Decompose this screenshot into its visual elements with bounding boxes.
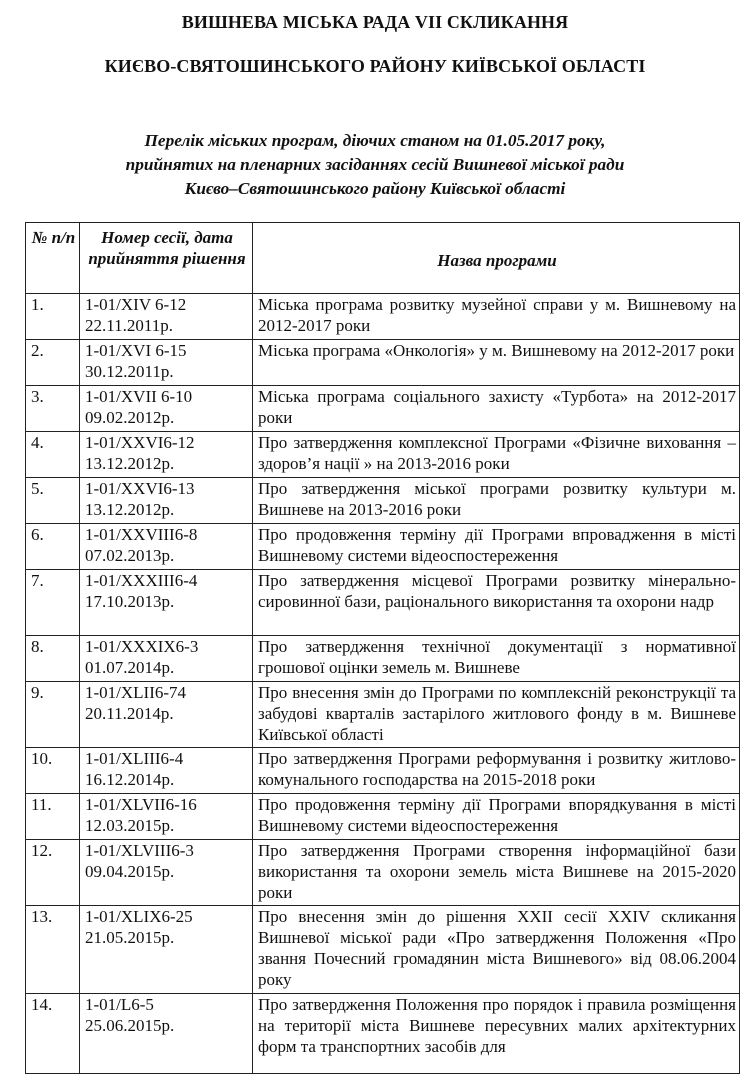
decision-date: 12.03.2015р. — [85, 816, 175, 835]
decision-date: 07.02.2013р. — [85, 546, 175, 565]
program-title: Про затвердження міської програми розвитку культури м. Вишневе на 2013-2016 роки — [253, 478, 740, 524]
decision-date: 25.06.2015р. — [85, 1016, 175, 1035]
table-row — [26, 340, 740, 386]
row-number: 5. — [26, 478, 80, 524]
table-row — [26, 906, 740, 994]
subtitle-line-2: прийнятих на пленарних засіданнях сесій Вишневої міської ради — [125, 155, 625, 174]
decision-date: 09.04.2015р. — [85, 862, 175, 881]
session-cell — [80, 570, 253, 636]
program-title: Міська програма «Онкологія» у м. Вишневому на 2012-2017 роки — [253, 340, 740, 386]
table-row — [26, 570, 740, 636]
document-subtitle — [0, 129, 750, 201]
session-cell — [80, 906, 253, 994]
table-row — [26, 682, 740, 748]
table-row — [26, 748, 740, 794]
decision-date: 21.05.2015р. — [85, 928, 175, 947]
table-row — [26, 994, 740, 1074]
row-number: 3. — [26, 386, 80, 432]
program-title: Про затвердження Положення про порядок і правила розміщення на території міста Вишневе пересувних малих архітектурних форм та транспортних засобів для — [253, 994, 740, 1074]
row-number: 7. — [26, 570, 80, 636]
session-number: 1-01/XVII 6-10 — [85, 387, 193, 406]
session-number: 1-01/XIV 6-12 — [85, 295, 187, 314]
session-cell — [80, 994, 253, 1074]
session-number: 1-01/XXVIII6-8 — [85, 525, 198, 544]
program-title: Про продовження терміну дії Програми впровадження в місті Вишневому системи відеоспостереження — [253, 524, 740, 570]
table-row — [26, 840, 740, 906]
decision-date: 13.12.2012р. — [85, 500, 175, 519]
program-title: Про внесення змін до Програми по комплексній реконструкції та забудові кварталів застарілого житлового фонду в м. Вишневе Київської області — [253, 682, 740, 748]
program-title: Про затвердження Програми створення інформаційної бази використання та охорони земель міста Вишневе на 2015-2020 роки — [253, 840, 740, 906]
session-number: 1-01/XXVI6-13 — [85, 479, 195, 498]
session-cell — [80, 478, 253, 524]
decision-date: 16.12.2014р. — [85, 770, 175, 789]
table-row — [26, 294, 740, 340]
header-num: № п/п — [26, 223, 80, 294]
table-row — [26, 636, 740, 682]
session-number: 1-01/XLIX6-25 — [85, 907, 193, 926]
row-number: 1. — [26, 294, 80, 340]
decision-date: 01.07.2014р. — [85, 658, 175, 677]
session-cell — [80, 682, 253, 748]
program-title: Міська програма соціального захисту «Турбота» на 2012-2017 роки — [253, 386, 740, 432]
session-number: 1-01/XXVI6-12 — [85, 433, 195, 452]
subtitle-line-1: Перелік міських програм, діючих станом на 01.05.2017 року, — [144, 131, 606, 150]
program-title: Про затвердження комплексної Програми «Фізичне виховання – здоров’я нації » на 2013-2016 роки — [253, 432, 740, 478]
session-cell — [80, 636, 253, 682]
decision-date: 17.10.2013р. — [85, 592, 175, 611]
table-row — [26, 794, 740, 840]
programs-table — [25, 222, 740, 1074]
session-number: 1-01/L6-5 — [85, 995, 154, 1014]
program-title: Про затвердження Програми реформування і розвитку житлово-комунального господарства на 2015-2018 роки — [253, 748, 740, 794]
council-title: ВИШНЕВА МІСЬКА РАДА VII СКЛИКАННЯ — [181, 12, 569, 32]
decision-date: 20.11.2014р. — [85, 704, 174, 723]
decision-date: 30.12.2011р. — [85, 362, 174, 381]
session-number: 1-01/XVI 6-15 — [85, 341, 187, 360]
table-row — [26, 386, 740, 432]
session-number: 1-01/XLII6-74 — [85, 683, 187, 702]
decision-date: 09.02.2012р. — [85, 408, 175, 427]
row-number: 2. — [26, 340, 80, 386]
subtitle-line-3: Києво–Святошинського району Київської області — [184, 179, 566, 198]
decision-date: 13.12.2012р. — [85, 454, 175, 473]
district-title: КИЄВО-СВЯТОШИНСЬКОГО РАЙОНУ КИЇВСЬКОЇ ОБЛАСТІ — [104, 56, 646, 76]
session-cell — [80, 748, 253, 794]
session-number: 1-01/XLVIII6-3 — [85, 841, 194, 860]
session-cell — [80, 794, 253, 840]
row-number: 8. — [26, 636, 80, 682]
row-number: 10. — [26, 748, 80, 794]
session-number: 1-01/XXXIX6-3 — [85, 637, 199, 656]
program-title: Про затвердження технічної документації з нормативної грошової оцінки земель м. Вишневе — [253, 636, 740, 682]
session-number: 1-01/XXXIII6-4 — [85, 571, 198, 590]
session-cell — [80, 294, 253, 340]
header-session: Номер сесії, дата прийняття рішення — [80, 223, 253, 294]
program-title: Про продовження терміну дії Програми впорядкування в місті Вишневому системи відеоспостереження — [253, 794, 740, 840]
row-number: 11. — [26, 794, 80, 840]
row-number: 6. — [26, 524, 80, 570]
session-number: 1-01/XLIII6-4 — [85, 749, 184, 768]
table-row — [26, 432, 740, 478]
session-cell — [80, 386, 253, 432]
header-program-name: Назва програми — [253, 223, 740, 294]
row-number: 4. — [26, 432, 80, 478]
session-cell — [80, 432, 253, 478]
row-number: 9. — [26, 682, 80, 748]
program-title: Про внесення змін до рішення ХХІІ сесії ХХІV скликання Вишневої міської ради «Про затвердження Положення «Про звання Почесний громадянин міста Вишневого» від 08.06.2004 року — [253, 906, 740, 994]
decision-date: 22.11.2011р. — [85, 316, 173, 335]
session-cell — [80, 340, 253, 386]
session-cell — [80, 524, 253, 570]
table-header-row — [26, 223, 740, 294]
row-number: 12. — [26, 840, 80, 906]
row-number: 14. — [26, 994, 80, 1074]
session-cell — [80, 840, 253, 906]
program-title: Про затвердження місцевої Програми розвитку мінерально-сировинної бази, раціонального використання та охорони надр — [253, 570, 740, 636]
session-number: 1-01/XLVII6-16 — [85, 795, 197, 814]
program-title: Міська програма розвитку музейної справи у м. Вишневому на 2012-2017 роки — [253, 294, 740, 340]
row-number: 13. — [26, 906, 80, 994]
table-row — [26, 478, 740, 524]
table-row — [26, 524, 740, 570]
